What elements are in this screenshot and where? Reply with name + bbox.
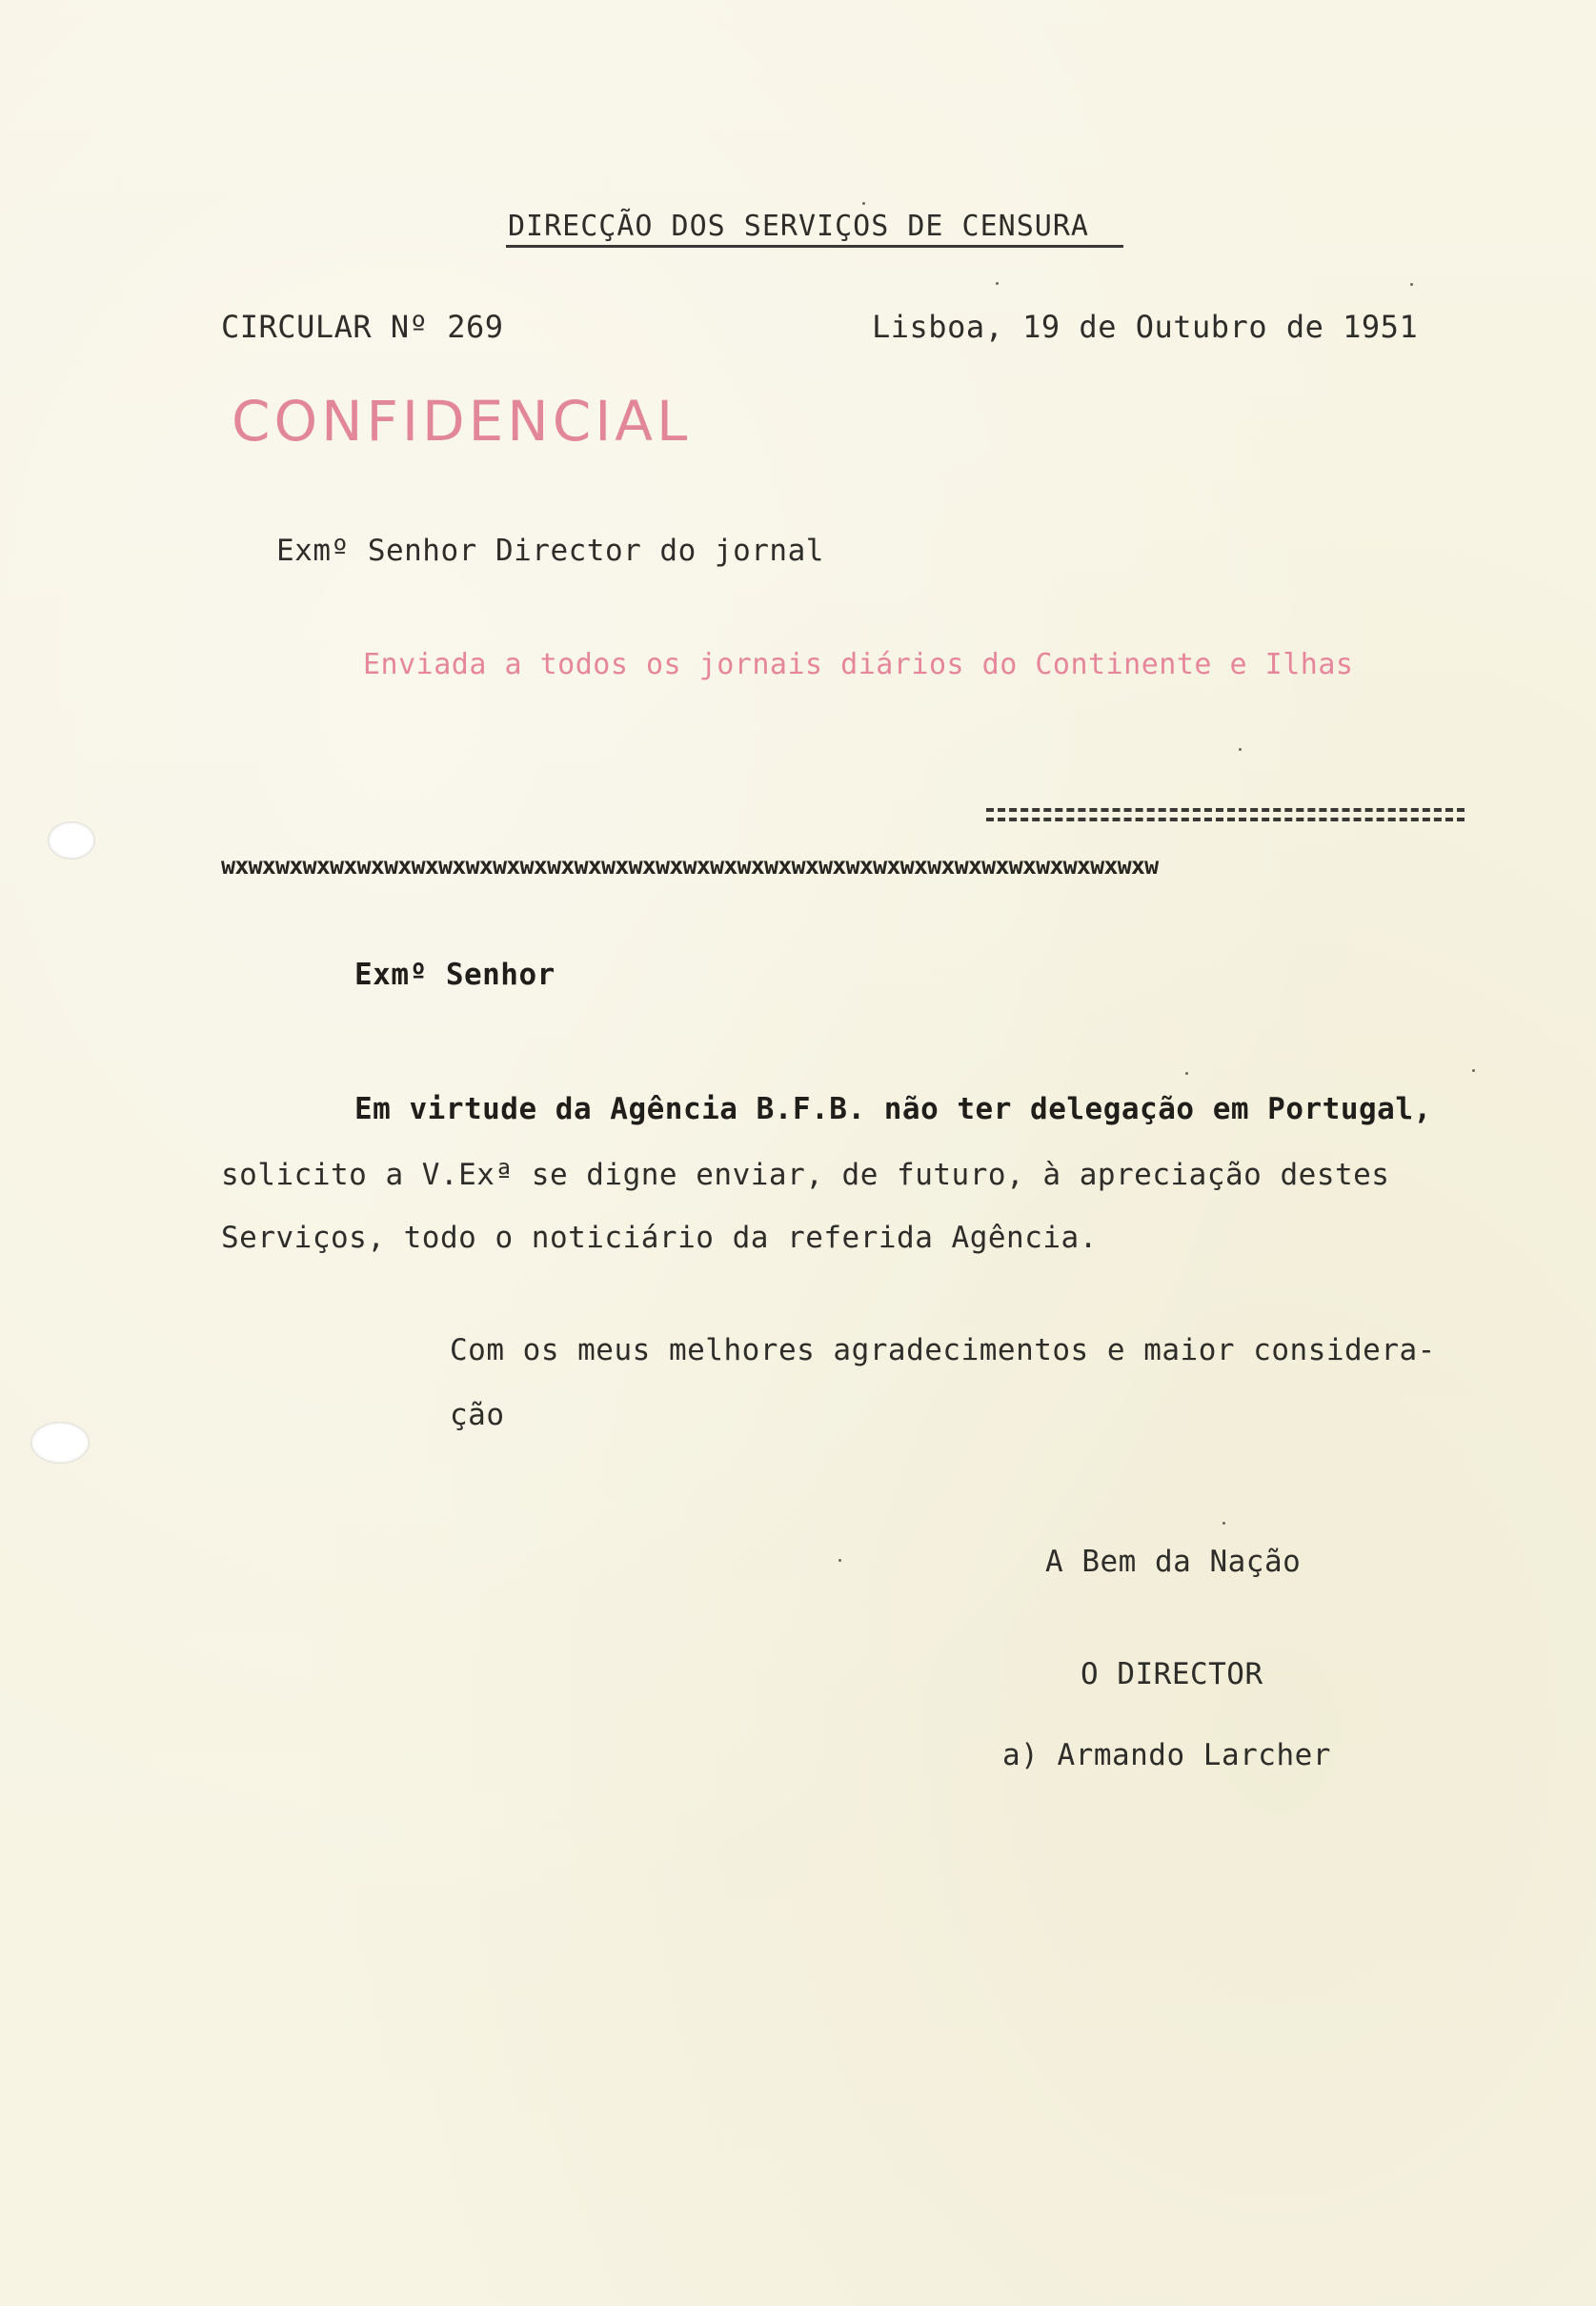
punch-hole-top bbox=[48, 821, 95, 860]
body-line: Serviços, todo o noticiário da referida Agência. bbox=[221, 1221, 1098, 1255]
typed-separator: wxwxwxwxwxwxwxwxwxwxwxwxwxwxwxwxwxwxwxwxwxwxwxwxwxwxwxwxwxwxwxwxwxwxw bbox=[221, 852, 1159, 880]
closing-line: ção bbox=[450, 1398, 505, 1432]
body-line: solicito a V.Exª se digne enviar, de futuro, à apreciação destes bbox=[221, 1158, 1390, 1192]
confidential-stamp: CONFIDENCIAL bbox=[232, 389, 692, 454]
body-line: Em virtude da Agência B.F.B. não ter delegação em Portugal, bbox=[354, 1092, 1432, 1126]
heading-underline bbox=[506, 245, 1123, 248]
addressee-line: Exmº Senhor Director do jornal bbox=[276, 534, 824, 568]
department-heading: DIRECÇÃO DOS SERVIÇOS DE CENSURA bbox=[508, 210, 1089, 243]
punch-hole-bottom bbox=[30, 1422, 90, 1464]
dashed-rule-upper bbox=[986, 808, 1465, 812]
paper-speck bbox=[1239, 748, 1242, 751]
salutation: Exmº Senhor bbox=[354, 958, 556, 992]
paper-speck bbox=[1185, 1072, 1188, 1075]
paper-speck bbox=[996, 282, 999, 285]
paper-speck bbox=[838, 1559, 841, 1562]
signatory-title: O DIRECTOR bbox=[1081, 1657, 1263, 1691]
paper-speck bbox=[862, 202, 865, 205]
circular-number: CIRCULAR Nº 269 bbox=[221, 309, 504, 345]
closing-line: Com os meus melhores agradecimentos e maior considera- bbox=[450, 1333, 1436, 1367]
distribution-note: Enviada a todos os jornais diários do Continente e Ilhas bbox=[363, 648, 1354, 681]
paper-speck bbox=[1472, 1069, 1475, 1072]
paper-speck bbox=[1222, 1522, 1225, 1525]
place-date: Lisboa, 19 de Outubro de 1951 bbox=[872, 309, 1419, 345]
dashed-rule-lower bbox=[986, 818, 1465, 821]
paper-speck bbox=[1410, 283, 1413, 286]
valediction: A Bem da Nação bbox=[1045, 1545, 1302, 1579]
signature-line: a) Armando Larcher bbox=[1002, 1738, 1331, 1772]
